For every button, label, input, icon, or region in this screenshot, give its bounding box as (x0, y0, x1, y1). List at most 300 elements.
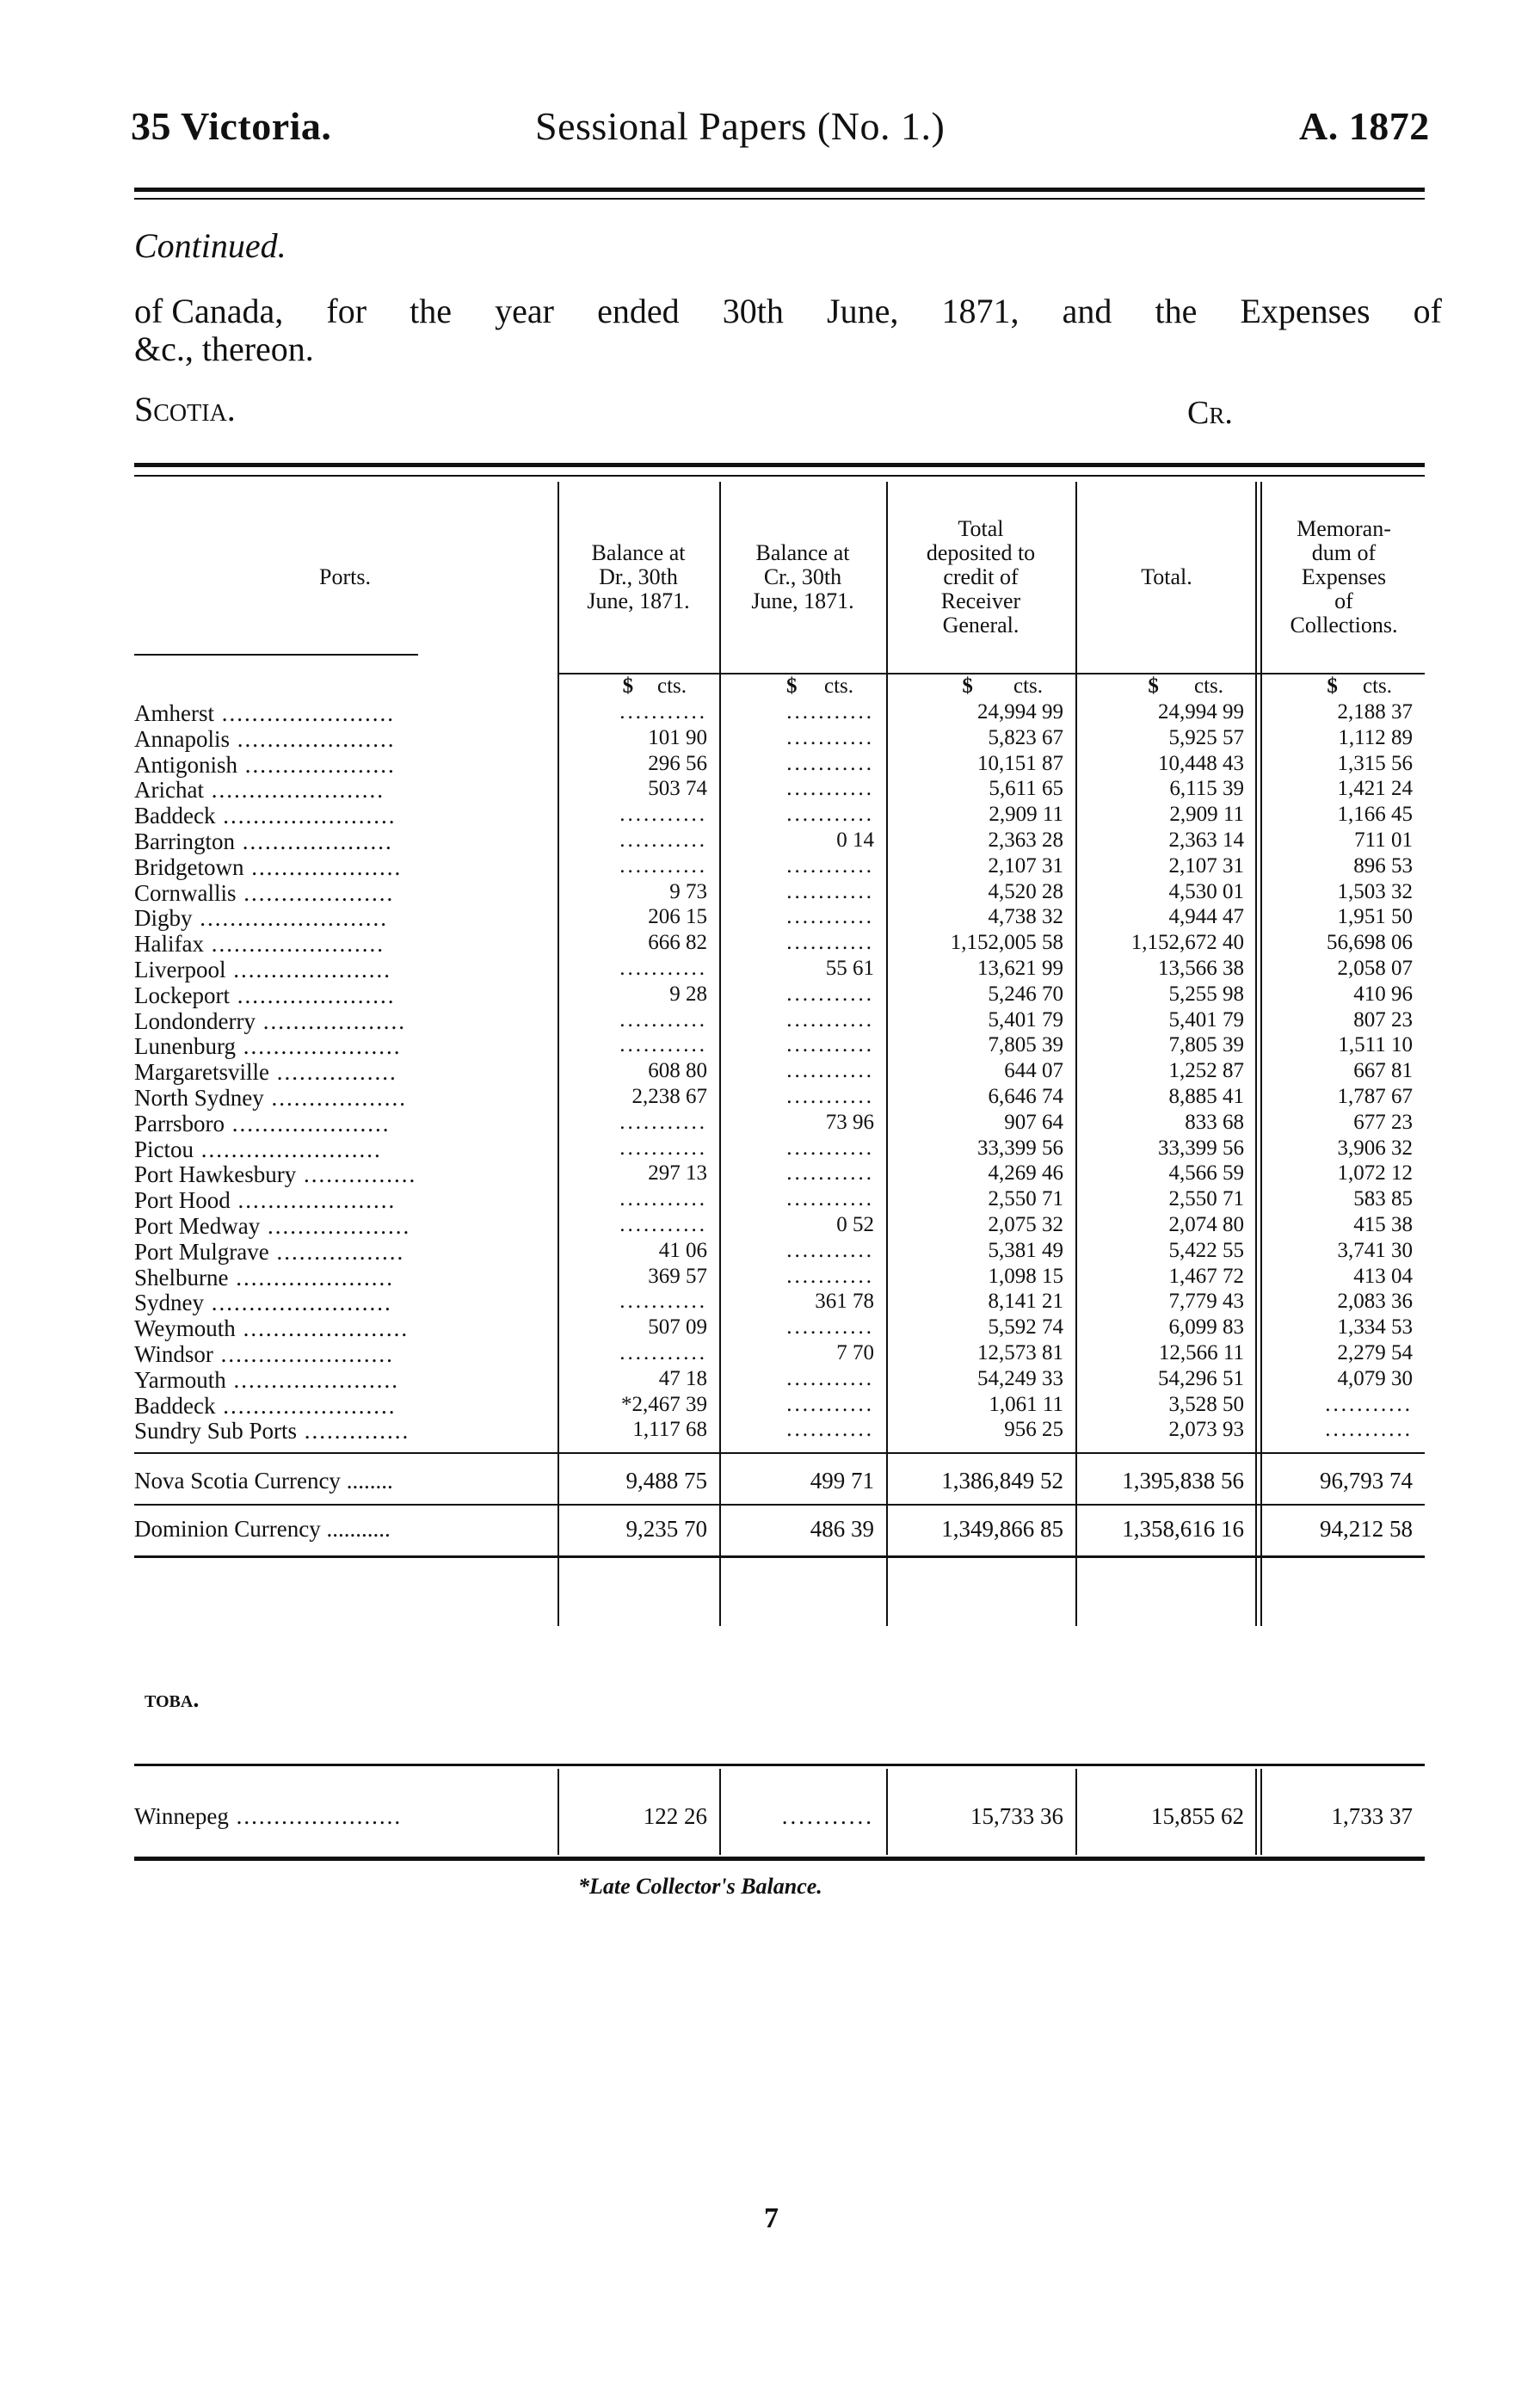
footnote: *Late Collector's Balance. (578, 1874, 822, 1899)
port-name (134, 1393, 396, 1420)
port-label: Yarmouth (134, 1366, 226, 1393)
cell-memo: 3,906 32 (1337, 1136, 1413, 1160)
dollar-sign: $ (786, 674, 798, 698)
header-line: Cr., 30th (763, 564, 842, 589)
port-name (134, 700, 395, 727)
cell-empty-dr: ........... (619, 700, 707, 724)
intro-word: of Canada, (134, 292, 284, 330)
header-line: Total. (1141, 564, 1192, 589)
cell-memo: 896 53 (1353, 853, 1413, 878)
cell-dep: 4,269 46 (988, 1161, 1063, 1186)
port-name (134, 1341, 394, 1368)
cell-cr: 73 96 (825, 1110, 874, 1134)
cell-empty-cr: ........... (786, 1418, 874, 1442)
cell-memo: 2,188 37 (1337, 700, 1413, 724)
cell-dep: 4,520 28 (988, 879, 1063, 903)
cell-total: 4,566 59 (1168, 1161, 1244, 1186)
header-line: deposited to (926, 540, 1036, 565)
header-line: Balance at (755, 540, 850, 565)
port-name (134, 1803, 402, 1830)
port-label: Baddeck (134, 803, 216, 829)
port-label: Parrsboro (134, 1110, 225, 1136)
cell-total: 6,115 39 (1169, 777, 1244, 801)
cell-dep: 2,107 31 (988, 853, 1063, 878)
port-label: Port Medway (134, 1213, 261, 1239)
running-header-title: Sessional Papers (No. 1.) (535, 104, 946, 148)
totals-label (134, 1468, 393, 1494)
dollar-sign: $ (622, 674, 634, 698)
cents-label: cts. (824, 674, 854, 698)
table-row (134, 752, 1425, 777)
port-name (134, 1290, 392, 1316)
port-label: Annapolis (134, 725, 230, 752)
cell-dep: 5,611 65 (989, 777, 1063, 801)
cell-total: 4,944 47 (1168, 905, 1244, 929)
table-row (134, 777, 1425, 802)
cell-total: 7,779 43 (1168, 1290, 1244, 1314)
table-row (134, 982, 1425, 1007)
cell-empty-dr: ........... (619, 828, 707, 852)
cell-dep: 5,246 70 (988, 982, 1063, 1006)
header-total (1077, 482, 1256, 673)
table-row (134, 1085, 1425, 1110)
port-label: Sundry Sub Ports (134, 1418, 298, 1444)
cell-memo: 2,083 36 (1337, 1290, 1413, 1314)
port-label: North Sydney (134, 1085, 264, 1111)
intro-word: the (410, 292, 453, 330)
intro-word: year (495, 292, 554, 330)
cell-dep: 13,621 99 (977, 957, 1063, 980)
header-line: Expenses (1301, 564, 1387, 589)
cell-empty-cr: ........... (786, 1315, 874, 1340)
leader-dots: ....................... (213, 700, 395, 726)
cell-memo: 2,058 07 (1337, 957, 1413, 980)
leader-dots: ........... (320, 1516, 391, 1543)
cell-empty-dr: ........... (619, 957, 707, 980)
intro-word: for (326, 292, 367, 330)
cell-memo: 807 23 (1353, 1007, 1413, 1032)
table-row (134, 880, 1425, 905)
table-top-rule-thick (134, 463, 1425, 467)
port-name (134, 957, 391, 983)
port-label: Bridgetown (134, 853, 244, 880)
cell-dep: 12,573 81 (977, 1341, 1063, 1364)
total-dr: 9,235 70 (625, 1516, 707, 1543)
cell-dep: 54,249 33 (977, 1366, 1063, 1390)
port-name (134, 828, 393, 855)
cell-total: 833 68 (1185, 1110, 1244, 1134)
cell-memo: 410 96 (1353, 982, 1413, 1006)
port-label: Cornwallis (134, 879, 237, 906)
table-row (134, 1033, 1425, 1058)
cell-total: 5,422 55 (1168, 1238, 1244, 1262)
continued-label: Continued. (134, 226, 286, 265)
intro-word: June, (827, 292, 899, 330)
cell-total: 2,363 14 (1168, 828, 1244, 852)
port-name (134, 1367, 399, 1394)
manitoba-bottom-rule (134, 1857, 1425, 1861)
cents-label: cts. (1363, 674, 1393, 698)
cell-empty-dr: ........... (619, 803, 707, 827)
port-name (134, 982, 395, 1009)
port-label: Lunenburg (134, 1033, 236, 1060)
cell-dr: 296 56 (648, 751, 707, 775)
cell-total: 33,399 56 (1158, 1136, 1244, 1160)
leader-dots: ................... (255, 1007, 406, 1034)
cell-memo: 56,698 06 (1327, 931, 1413, 955)
port-name (134, 777, 385, 804)
cell-cr: 0 52 (836, 1213, 874, 1236)
table-row (134, 828, 1425, 853)
table-row (134, 854, 1425, 879)
port-label: Halifax (134, 931, 204, 958)
intro-word: 1871, (941, 292, 1019, 330)
header-line: Total (958, 516, 1004, 541)
port-name (134, 1161, 416, 1188)
port-name (134, 1239, 404, 1266)
leader-dots: ...................... (225, 1366, 400, 1393)
cell-memo: 1,511 10 (1338, 1033, 1413, 1057)
cell-empty-cr: ........... (786, 931, 874, 955)
totals-row (134, 1507, 1425, 1550)
total-cr: 499 71 (810, 1468, 874, 1494)
cell-empty-cr: ........... (786, 1264, 874, 1288)
leader-dots: ..................... (228, 1264, 394, 1290)
dollar-sign: $ (1148, 674, 1159, 698)
cell-dep: 1,152,005 58 (950, 931, 1063, 955)
leader-dots: ...................... (228, 1803, 403, 1829)
cell-dr: 41 06 (658, 1238, 707, 1262)
ports-underline (134, 654, 418, 656)
cell-dep: 5,592 74 (988, 1315, 1063, 1340)
port-label: Port Mulgrave (134, 1238, 269, 1265)
intro-line-2: &c., thereon. (134, 330, 314, 368)
header-lines (1291, 517, 1398, 637)
cell-empty-cr: ........... (786, 803, 874, 827)
manitoba-top-rule (134, 1764, 1425, 1766)
cell-dep: 8,141 21 (988, 1290, 1063, 1314)
table-row (134, 1239, 1425, 1264)
leader-dots: ....................... (213, 1341, 394, 1367)
port-name (134, 1315, 409, 1342)
leader-dots: .................. (263, 1085, 407, 1111)
table-row (134, 905, 1425, 930)
cell-empty-cr: ........... (786, 700, 874, 724)
leader-dots: ................... (260, 1213, 411, 1239)
table-row (134, 1059, 1425, 1084)
cents-label: cts. (1194, 674, 1224, 698)
totals-row (134, 1459, 1425, 1502)
cell-empty-cr: ........... (786, 879, 874, 903)
cell-memo: 1,787 67 (1337, 1085, 1413, 1108)
cell-empty-memo: ........... (1325, 1418, 1413, 1442)
leader-dots: ........................ (204, 1290, 392, 1316)
cell-dr: 47 18 (658, 1366, 707, 1390)
intro-word: Expenses (1240, 292, 1371, 330)
cell-memo: 2,279 54 (1337, 1341, 1413, 1364)
port-name (134, 905, 388, 932)
cell-empty-cr: ........... (786, 1187, 874, 1211)
cell-empty-dr: ........... (619, 1341, 707, 1364)
page-number: 7 (764, 2202, 779, 2234)
cell-total: 12,566 11 (1158, 1341, 1244, 1364)
leader-dots: .................... (234, 828, 393, 854)
cell-dep: 907 64 (1004, 1110, 1063, 1134)
header-line: General. (942, 613, 1019, 637)
cell-dr: 369 57 (648, 1264, 707, 1288)
leader-dots: ...................... (235, 1315, 410, 1342)
totals-label-text: Dominion Currency (134, 1516, 321, 1543)
cell-memo: 4,079 30 (1337, 1366, 1413, 1390)
cell-memo: 413 04 (1353, 1264, 1413, 1288)
port-name (134, 752, 396, 779)
leader-dots: ..................... (225, 957, 391, 982)
cell-dr: 9 28 (669, 982, 707, 1006)
port-label: Sydney (134, 1290, 204, 1316)
port-label: Londonderry (134, 1007, 256, 1034)
cell-empty-cr: ........... (786, 725, 874, 749)
leader-dots: .................... (236, 879, 395, 906)
cell-total: 4,530 01 (1168, 879, 1244, 903)
total-dr: 9,488 75 (625, 1468, 707, 1494)
port-name (134, 1187, 396, 1214)
table-row (134, 957, 1425, 982)
table-row (134, 1111, 1425, 1136)
intro-line-1 (134, 293, 1442, 330)
manitoba-row (134, 1803, 1425, 1828)
cell-total: 3,528 50 (1168, 1392, 1244, 1416)
port-name (134, 1111, 390, 1137)
total-dep: 1,349,866 85 (941, 1516, 1063, 1543)
table-row (134, 1290, 1425, 1315)
leader-dots: ............... (296, 1161, 417, 1188)
cell-empty-cr: ........... (786, 1161, 874, 1186)
table-top-rule-thin (134, 475, 1425, 477)
cell-total: 10,448 43 (1158, 751, 1244, 775)
leader-dots: ........................ (194, 1136, 382, 1162)
cell-dep: 7,805 39 (988, 1033, 1063, 1057)
cell-total: 8,885 41 (1168, 1085, 1244, 1108)
leader-dots: ....................... (215, 1392, 397, 1419)
port-name (134, 1085, 407, 1112)
table-row (134, 1341, 1425, 1366)
header-line: of (1334, 588, 1353, 613)
cell-empty-dr: ........... (619, 1033, 707, 1057)
header-line: Receiver (940, 588, 1021, 613)
cell-total: 1,467 72 (1168, 1264, 1244, 1288)
intro-text (134, 293, 1442, 368)
cell-empty-dr: ........... (619, 1290, 707, 1314)
cell-dr: 1,117 68 (632, 1418, 707, 1442)
total-dep: 1,386,849 52 (941, 1468, 1063, 1494)
port-label: Windsor (134, 1341, 213, 1367)
cell-total: 1,152,672 40 (1130, 931, 1244, 955)
port-label: Barrington (134, 828, 235, 854)
leader-dots: ....................... (215, 803, 397, 829)
cell-dep: 10,151 87 (977, 751, 1063, 775)
cell-cr: 55 61 (825, 957, 874, 980)
totals-bottom-rule (134, 1555, 1425, 1558)
cell-memo: 583 85 (1353, 1187, 1413, 1211)
table-row (134, 1265, 1425, 1290)
cell-empty-dr: ........... (619, 1110, 707, 1134)
cell-empty-cr: ........... (786, 1366, 874, 1390)
cell-empty-cr: ........... (786, 751, 874, 775)
port-name (134, 1265, 394, 1291)
totals-top-rule (134, 1452, 1425, 1454)
port-name (134, 854, 402, 881)
cell-memo: 1,951 50 (1337, 905, 1413, 929)
cell-empty-cr: ........... (786, 1238, 874, 1262)
port-name (134, 1418, 410, 1444)
cell-total: 5,401 79 (1168, 1007, 1244, 1032)
cell-memo: 711 01 (1354, 828, 1413, 852)
header-rule-thick (134, 188, 1425, 192)
header-ports-label: Ports. (319, 564, 371, 589)
cents-label: cts. (1013, 674, 1044, 698)
header-lines (751, 541, 853, 613)
cell-memo: 415 38 (1353, 1213, 1413, 1236)
intro-word: ended (597, 292, 680, 330)
cell-dr: 503 74 (648, 777, 707, 801)
header-line: dum of (1311, 540, 1377, 565)
port-label: Liverpool (134, 957, 226, 982)
dollar-sign: $ (1327, 674, 1338, 698)
cell-empty-cr: ........... (786, 1059, 874, 1083)
cell-dep: 5,381 49 (988, 1238, 1063, 1262)
port-label: Lockeport (134, 982, 230, 1008)
header-line: Balance at (591, 540, 686, 565)
cell-total: 2,909 11 (1169, 803, 1244, 827)
header-deposited (888, 482, 1074, 673)
cell-dr: 666 82 (648, 931, 707, 955)
totals-label (134, 1516, 391, 1543)
cell-dep: 24,994 99 (977, 700, 1063, 724)
intro-word: the (1155, 292, 1198, 330)
intro-word: and (1062, 292, 1112, 330)
port-label: Shelburne (134, 1264, 229, 1290)
cell-total: 2,074 80 (1168, 1213, 1244, 1236)
total-memo: 96,793 74 (1320, 1468, 1413, 1494)
header-lines (927, 517, 1035, 637)
cell-dep: 2,550 71 (988, 1187, 1063, 1211)
cell-empty-cr: ........... (786, 1033, 874, 1057)
cell-memo: 1,334 53 (1337, 1315, 1413, 1340)
total-total: 1,395,838 56 (1122, 1468, 1244, 1494)
cell-empty-cr: ........... (786, 905, 874, 929)
running-header-session: 35 Victoria. (131, 104, 332, 148)
cell-empty-dr: ........... (619, 1007, 707, 1032)
header-lines (587, 541, 689, 613)
cell-memo: 1,315 56 (1337, 751, 1413, 775)
cell-dep: 33,399 56 (977, 1136, 1063, 1160)
port-label: Winnepeg (134, 1803, 229, 1829)
leader-dots: ..................... (229, 982, 396, 1008)
totals-label-text: Nova Scotia Currency (134, 1468, 341, 1494)
leader-dots: ....................... (203, 931, 385, 958)
cell-dr: 608 80 (648, 1059, 707, 1083)
cell-empty-cr: ........... (786, 1136, 874, 1160)
cell-dep: 5,823 67 (988, 725, 1063, 749)
header-line: Dr., 30th (599, 564, 678, 589)
cell-dr: 507 09 (648, 1315, 707, 1340)
cell-total: 54,296 51 (1158, 1366, 1244, 1390)
port-name (134, 931, 385, 958)
cell-memo: 3,741 30 (1337, 1238, 1413, 1262)
cell-total: 6,099 83 (1168, 1315, 1244, 1340)
cell-dr: *2,467 39 (621, 1392, 707, 1416)
total-cr: 486 39 (810, 1516, 874, 1543)
port-label: Margaretsville (134, 1059, 269, 1086)
header-memo (1263, 482, 1425, 673)
port-name (134, 1136, 382, 1163)
cell-total: 24,994 99 (1158, 700, 1244, 724)
cell-dr: 297 13 (648, 1161, 707, 1186)
cell-empty-cr: ........... (786, 1392, 874, 1416)
header-line: June, 1871. (751, 588, 854, 613)
cell-memo: 1,166 45 (1337, 803, 1413, 827)
leader-dots: ..................... (230, 725, 396, 752)
cell-dep: 2,909 11 (989, 803, 1063, 827)
cell-empty-cr: ........... (781, 1803, 874, 1829)
intro-word: of (1413, 292, 1442, 330)
table-row (134, 931, 1425, 956)
cell-dep: 15,733 36 (970, 1803, 1063, 1829)
leader-dots: ................. (268, 1238, 405, 1265)
cell-total: 7,805 39 (1168, 1033, 1244, 1057)
cell-empty-cr: ........... (786, 777, 874, 801)
cell-total: 1,252 87 (1168, 1059, 1244, 1083)
header-balance-cr (721, 482, 884, 673)
port-name (134, 803, 396, 829)
header-rule-thin (134, 198, 1425, 200)
cell-empty-dr: ........... (619, 1213, 707, 1236)
port-name (134, 726, 396, 753)
cell-empty-cr: ........... (786, 982, 874, 1006)
cell-empty-cr: ........... (786, 1007, 874, 1032)
port-name (134, 1059, 397, 1086)
leader-dots: ......................... (192, 905, 388, 932)
cell-total: 13,566 38 (1158, 957, 1244, 980)
port-label: Pictou (134, 1136, 194, 1162)
table-row (134, 1161, 1425, 1186)
table-row (134, 1393, 1425, 1418)
cell-memo: 1,733 37 (1331, 1803, 1413, 1829)
cell-dep: 2,075 32 (988, 1213, 1063, 1236)
cell-cr: 361 78 (815, 1290, 874, 1314)
credit-label: Cr. (1187, 395, 1233, 431)
cell-memo: 1,503 32 (1337, 879, 1413, 903)
cents-label: cts. (657, 674, 687, 698)
cell-dep: 5,401 79 (988, 1007, 1063, 1032)
table-row (134, 803, 1425, 828)
region-title: Scotia. (134, 390, 236, 428)
port-name (134, 1213, 410, 1240)
cell-total: 5,925 57 (1168, 725, 1244, 749)
table-row (134, 726, 1425, 751)
table-row (134, 700, 1425, 725)
cell-memo: 667 81 (1353, 1059, 1413, 1083)
leader-dots: ..................... (230, 1187, 397, 1214)
header-line: Collections. (1290, 613, 1398, 637)
leader-dots: .................... (237, 751, 396, 778)
cell-dr: 9 73 (669, 879, 707, 903)
manitoba-heading: toba. (145, 1686, 200, 1713)
table-row (134, 1187, 1425, 1212)
cell-memo: 1,112 89 (1338, 725, 1413, 749)
leader-dots: .............. (297, 1418, 410, 1444)
cell-dep: 1,098 15 (988, 1264, 1063, 1288)
